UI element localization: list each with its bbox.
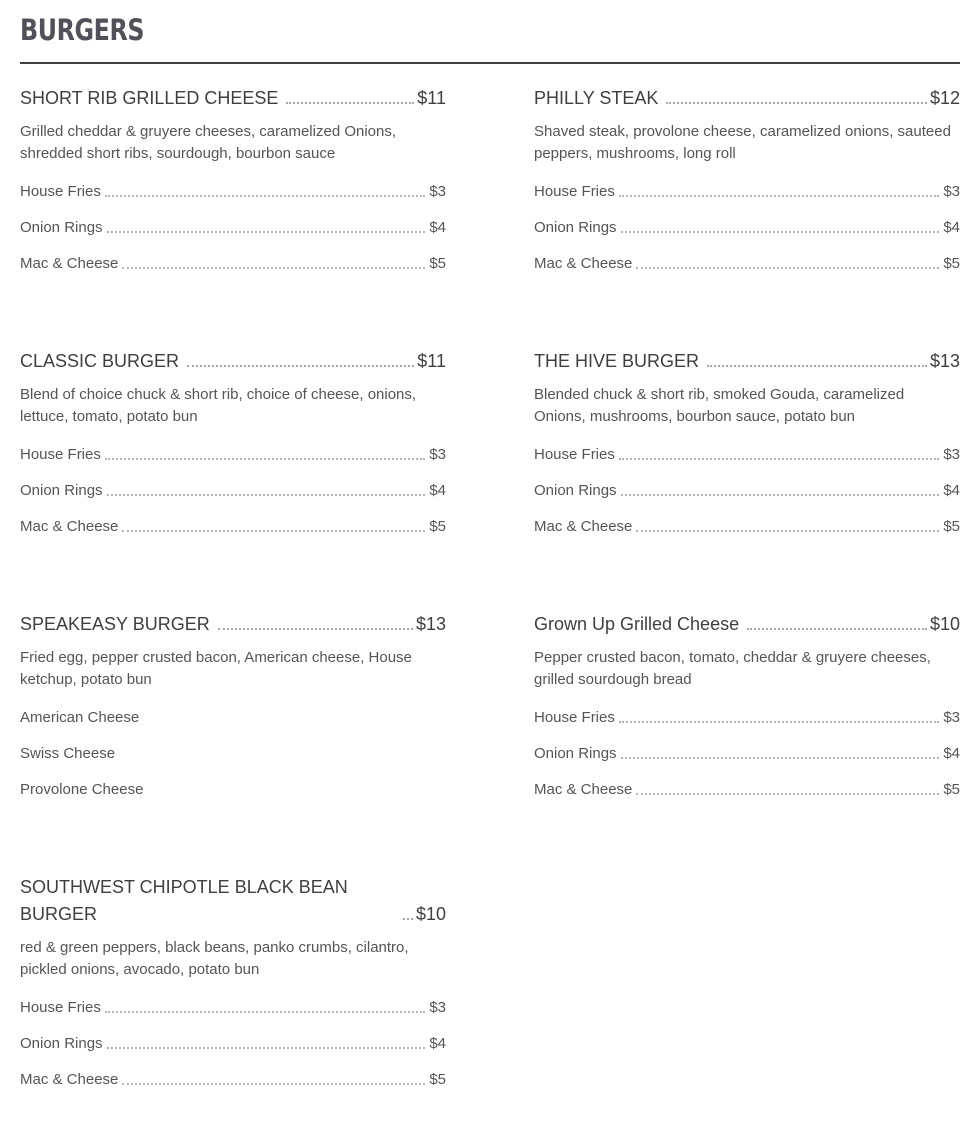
addon-name: Swiss Cheese [20,745,116,762]
dot-leader [105,195,425,197]
addon-price: $3 [429,183,446,200]
addon-row [534,781,960,799]
addon-price: $4 [429,482,446,499]
dot-leader [747,628,927,630]
addon-price: $5 [429,255,446,272]
addon-price: $3 [429,446,446,463]
addon-name: House Fries [534,709,615,726]
menu-item-price: $10 [929,614,960,634]
addon-list [20,446,446,536]
addon-row [20,183,446,201]
addon-price: $3 [429,999,446,1016]
section-title: BURGERS [20,13,145,47]
menu-item-price: $11 [417,88,446,108]
addon-row [20,1035,446,1053]
addon-row [20,745,446,763]
dot-leader [619,195,939,197]
addon-name: House Fries [20,999,101,1016]
menu-item-name: SHORT RIB GRILLED CHEESE [20,88,279,108]
addon-price: $4 [943,482,960,499]
title-divider [20,62,960,64]
addon-price: $3 [943,183,960,200]
dot-leader [636,793,939,795]
addon-list [20,709,446,799]
menu-item [20,611,446,874]
addon-name: House Fries [20,183,101,200]
addon-name: American Cheese [20,709,140,726]
menu-item-price: $13 [929,351,960,371]
addon-price: $3 [943,446,960,463]
addon-price: $4 [429,1035,446,1052]
menu-item [20,348,446,611]
addon-name: Onion Rings [534,482,617,499]
addon-list [534,709,960,799]
menu-item-name: THE HIVE BURGER [534,351,700,371]
menu-item [20,85,446,348]
dot-leader [122,1083,425,1085]
addon-row [534,183,960,201]
dot-leader [286,102,414,104]
addon-name: Mac & Cheese [20,518,119,535]
addon-price: $4 [429,219,446,236]
menu-item [20,874,446,1137]
dot-leader [107,494,426,496]
menu-item-price: $11 [417,351,446,371]
menu-item-name: Grown Up Grilled Cheese [534,614,740,634]
dot-leader [187,365,414,367]
dot-leader [619,721,939,723]
addon-row [20,219,446,237]
dot-leader [107,231,426,233]
addon-row [534,709,960,727]
dot-leader [105,458,425,460]
addon-name: Provolone Cheese [20,781,144,798]
addon-name: Mac & Cheese [534,781,633,798]
addon-row [534,219,960,237]
dot-leader [122,267,425,269]
menu-item-price: $10 [415,904,446,924]
menu-item-description: Blend of choice chuck & short rib, choice of cheese, onions, lettuce, tomato, potato bun [20,386,417,425]
menu-item-name: SPEAKEASY BURGER [20,614,210,634]
addon-price: $3 [943,709,960,726]
menu-item-description: Shaved steak, provolone cheese, caramelized onions, sauteed peppers, mushrooms, long roll [534,123,951,162]
menu-item [534,85,960,348]
menu-item-description: Fried egg, pepper crusted bacon, American cheese, House ketchup, potato bun [20,649,412,688]
menu-item-header [20,85,446,112]
addon-list [20,999,446,1089]
addon-row [20,255,446,273]
addon-list [20,183,446,273]
menu-item-header [534,85,960,112]
dot-leader [403,918,413,920]
menu-item [534,348,960,611]
addon-name: Onion Rings [20,219,103,236]
addon-name: House Fries [534,446,615,463]
dot-leader [621,494,940,496]
addon-name: Onion Rings [20,1035,103,1052]
addon-name: Mac & Cheese [20,1071,119,1088]
menu-item-header [20,874,446,928]
addon-price: $4 [943,219,960,236]
menu-item-name: SOUTHWEST CHIPOTLE BLACK BEAN BURGER [20,877,348,924]
addon-row [534,745,960,763]
addon-name: Mac & Cheese [534,255,633,272]
dot-leader [621,757,940,759]
dot-leader [218,628,413,630]
dot-leader [666,102,927,104]
addon-row [20,1071,446,1089]
menu-grid [20,85,960,1137]
addon-row [20,446,446,464]
dot-leader [105,1011,425,1013]
dot-leader [619,458,939,460]
addon-price: $5 [943,518,960,535]
menu-item-header [20,611,446,638]
menu-item-header [534,348,960,375]
addon-price: $5 [943,781,960,798]
addon-name: Mac & Cheese [20,255,119,272]
dot-leader [122,530,425,532]
dot-leader [636,530,939,532]
dot-leader [621,231,940,233]
menu-item-price: $12 [929,88,960,108]
addon-list [534,183,960,273]
addon-name: Onion Rings [534,219,617,236]
menu-item-header [20,348,446,375]
addon-row [20,518,446,536]
addon-price: $4 [943,745,960,762]
addon-name: Mac & Cheese [534,518,633,535]
addon-row [534,482,960,500]
addon-row [20,999,446,1017]
addon-row [20,781,446,799]
addon-price: $5 [429,1071,446,1088]
menu-item-name: PHILLY STEAK [534,88,659,108]
menu-item-description: Grilled cheddar & gruyere cheeses, caramelized Onions, shredded short ribs, sourdough, bourbon sauce [20,123,397,162]
menu-item-description: Blended chuck & short rib, smoked Gouda, caramelized Onions, mushrooms, bourbon sauce, potato bun [534,386,905,425]
addon-name: Onion Rings [534,745,617,762]
addon-price: $5 [943,255,960,272]
menu-item-header [534,611,960,638]
menu-item-price: $13 [415,614,446,634]
menu-item-description: red & green peppers, black beans, panko crumbs, cilantro, pickled onions, avocado, potato bun [20,939,409,978]
dot-leader [107,1047,426,1049]
menu-item-name: CLASSIC BURGER [20,351,180,371]
dot-leader [707,365,927,367]
addon-row [20,709,446,727]
addon-row [534,255,960,273]
addon-name: Onion Rings [20,482,103,499]
addon-row [20,482,446,500]
addon-name: House Fries [534,183,615,200]
menu-item [534,611,960,874]
addon-row [534,446,960,464]
addon-list [534,446,960,536]
addon-row [534,518,960,536]
addon-price: $5 [429,518,446,535]
menu-item-description: Pepper crusted bacon, tomato, cheddar & gruyere cheeses, grilled sourdough bread [534,649,931,688]
addon-name: House Fries [20,446,101,463]
dot-leader [636,267,939,269]
